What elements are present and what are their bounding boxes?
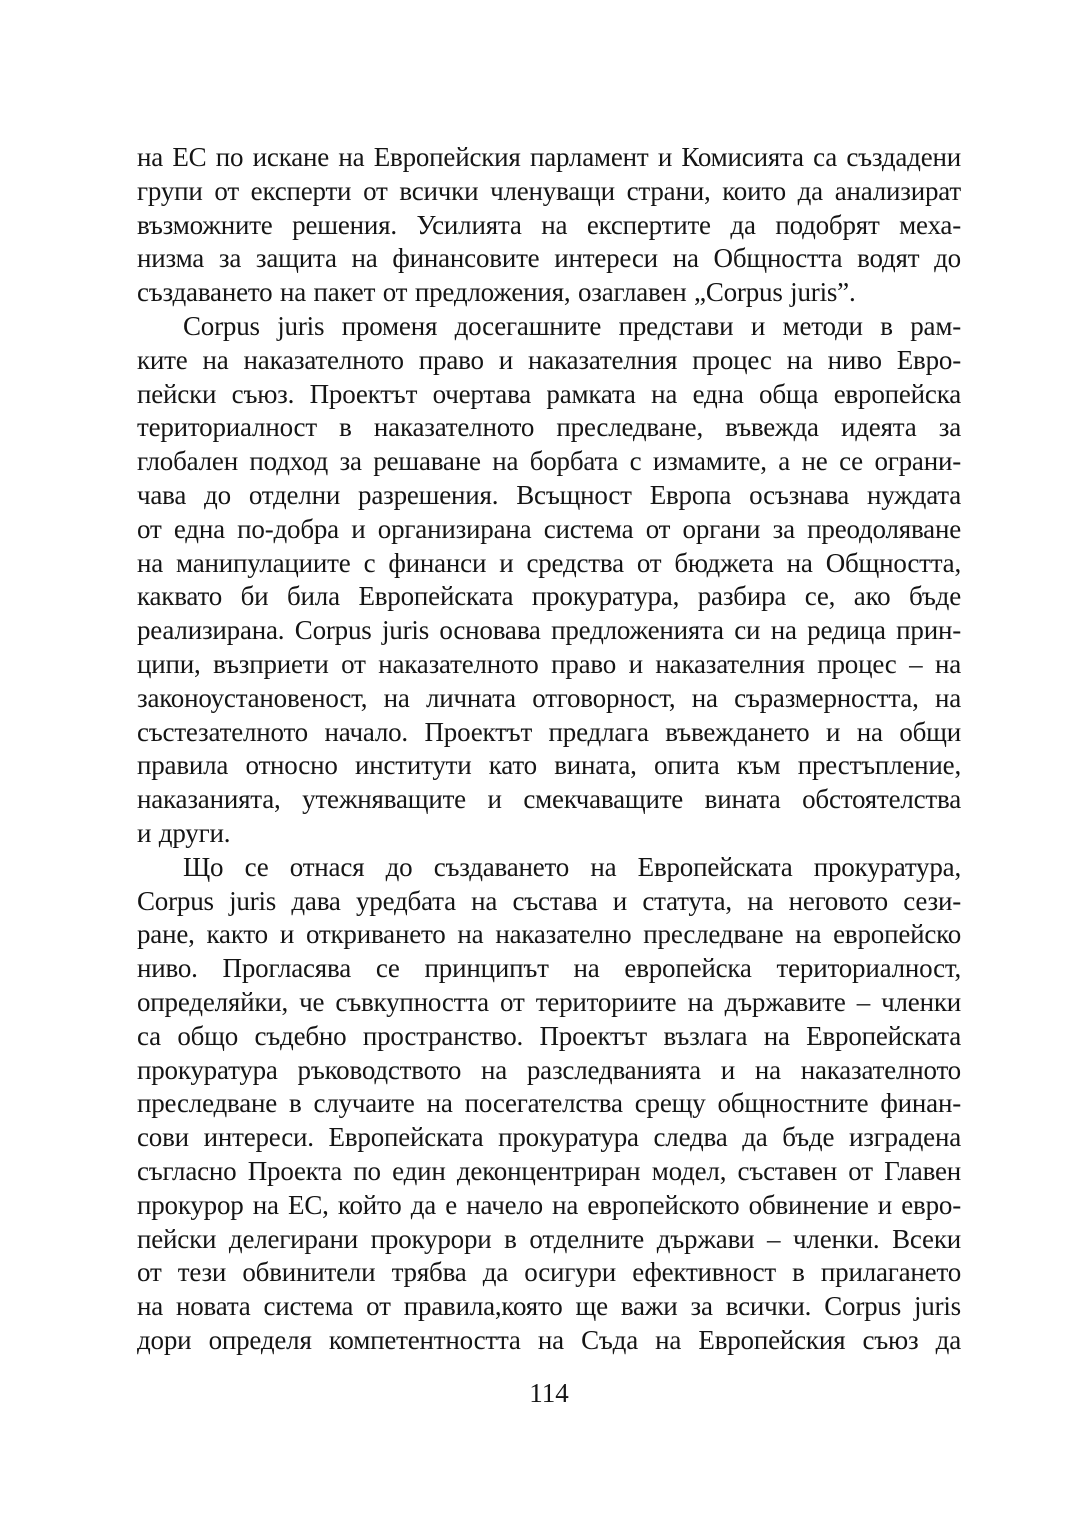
text-line: пейски делегирани прокурори в отделните държави – членки. Всеки (137, 1223, 961, 1254)
text-line: чава до отделни разрешения. Всъщност Европа осъзнава нуждата (137, 479, 961, 510)
text-line: ниво. Прогласява се принципът на европейска териториалност, (137, 953, 961, 984)
text-line: низма за защита на финансовите интереси на Общността водят до (137, 243, 961, 274)
text-line: от една по-добра и организирана система от органи за преодоляване (137, 513, 961, 544)
text-line: каквато би била Европейската прокуратура, разбира се, ако бъде (137, 581, 961, 612)
text-line: Що се отнася до създаването на Европейската прокуратура, (183, 851, 961, 882)
text-line: глобален подход за решаване на борбата с измамите, а не се ограни- (137, 446, 961, 477)
text-line: правила относно институти като вината, опита към престъпление, (137, 750, 961, 781)
text-block (137, 141, 961, 1358)
text-line: възможните решения. Усилията на експертите да подобрят меха- (137, 209, 961, 240)
text-line: от тези обвинители трябва да осигури ефективност в прилагането (137, 1257, 961, 1288)
text-line: пейски съюз. Проектът очертава рамката на една обща европейска (137, 378, 961, 409)
text-line: териториалност в наказателното преследване, въвежда идеята за (137, 412, 961, 443)
text-line: реализирана. Corpus juris основава предложенията си на редица прин- (137, 615, 961, 646)
text-line: прокурор на ЕС, който да е начело на европейското обвинение и евро- (137, 1189, 961, 1220)
text-line: групи от експерти от всички членуващи страни, които да анализират (137, 175, 961, 206)
text-line: състезателното начало. Проектът предлага въвеждането и на общи (137, 716, 961, 747)
text-line: на манипулациите с финанси и средства от бюджета на Общността, (137, 547, 961, 578)
text-line: ципи, възприети от наказателното право и наказателния процес – на (137, 648, 961, 679)
text-line: наказанията, утежняващите и смекчаващите вината обстоятелства (137, 784, 961, 815)
text-line: преследване в случаите на посегателства срещу общностните финан- (137, 1088, 961, 1119)
text-line: дори определя компетентността на Съда на Европейския съюз да (137, 1324, 961, 1355)
text-line: създаването на пакет от предложения, озаглавен „Corpus juris”. (137, 277, 856, 308)
page-number: 114 (529, 1378, 569, 1408)
text-line: и други. (137, 817, 231, 848)
text-line: ране, както и откриването на наказателно преследване на европейско (137, 919, 961, 950)
text-line: прокуратура ръководството на разследванията и на наказателното (137, 1054, 961, 1085)
text-line: ките на наказателното право и наказателния процес на ниво Евро- (137, 344, 961, 375)
text-line: Corpus juris дава уредбата на състава и статута, на неговото сези- (137, 885, 961, 916)
text-line: на ЕС по искане на Европейския парламент и Комисията са създадени (137, 142, 961, 172)
text-line: Corpus juris променя досегашните представи и методи в рам- (183, 310, 961, 341)
text-line: сови интереси. Европейската прокуратура следва да бъде изградена (137, 1122, 961, 1153)
text-line: са общо съдебно пространство. Проектът възлага на Европейската (137, 1020, 961, 1051)
text-line: законоустановеност, на личната отговорност, на съразмерността, на (137, 682, 961, 713)
text-line: съгласно Проекта по един деконцентриран модел, съставен от Главен (137, 1155, 961, 1186)
text-line: определяйки, че съвкупността от териториите на държавите – членки (137, 986, 961, 1017)
text-line: на новата система от правила,която ще важи за всички. Corpus juris (137, 1291, 961, 1322)
